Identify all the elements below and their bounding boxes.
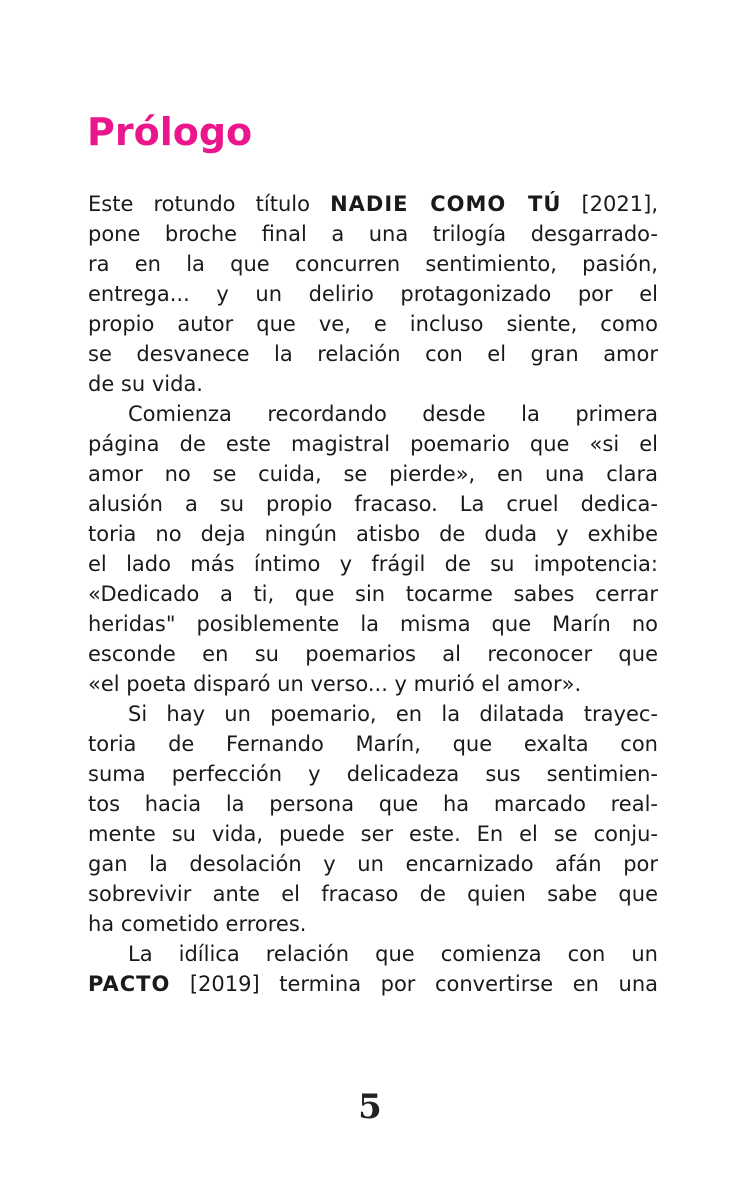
text-segment: La idílica relación que comienza con un xyxy=(128,942,658,966)
text-segment: sobrevivir ante el fracaso de quien sabe que xyxy=(88,882,658,906)
text-segment: pone broche final a una trilogía desgarrado- xyxy=(88,222,658,246)
text-line xyxy=(88,249,658,279)
bold-title-text: PACTO xyxy=(88,972,171,996)
text-line xyxy=(88,909,658,939)
text-segment: Si hay un poemario, en la dilatada trayec- xyxy=(128,702,658,726)
text-segment: gan la desolación y un encarnizado afán por xyxy=(88,852,658,876)
text-segment: [2021], xyxy=(561,192,658,216)
text-line xyxy=(88,579,658,609)
text-line xyxy=(88,309,658,339)
text-line xyxy=(88,609,658,639)
text-segment: alusión a su propio fracaso. La cruel dedica- xyxy=(88,492,658,516)
text-segment: [2019] termina por convertirse en una xyxy=(170,972,658,996)
text-line xyxy=(88,699,658,729)
text-segment: toria de Fernando Marín, que exalta con xyxy=(88,732,658,756)
text-segment: página de este magistral poemario que «si el xyxy=(88,432,658,456)
text-segment: Este rotundo título xyxy=(88,192,331,216)
text-line xyxy=(88,279,658,309)
text-segment: ha cometido errores. xyxy=(88,912,307,936)
page-number: 5 xyxy=(358,1087,382,1127)
text-segment: se desvanece la relación con el gran amor xyxy=(88,342,658,366)
text-line xyxy=(88,339,658,369)
text-segment: suma perfección y delicadeza sus sentimien- xyxy=(88,762,658,786)
text-line xyxy=(88,519,658,549)
prologue-body xyxy=(88,189,658,999)
paragraph xyxy=(88,399,658,699)
text-segment: entrega... y un delirio protagonizado por el xyxy=(88,282,658,306)
bold-title-text: NADIE COMO TÚ xyxy=(330,192,562,216)
text-line xyxy=(88,729,658,759)
text-line xyxy=(88,399,658,429)
paragraph xyxy=(88,939,658,999)
text-line xyxy=(88,189,658,219)
text-line xyxy=(88,879,658,909)
text-line xyxy=(88,429,658,459)
text-line xyxy=(88,219,658,249)
text-segment: «el poeta disparó un verso... y murió el amor». xyxy=(88,672,582,696)
text-line xyxy=(88,849,658,879)
text-line xyxy=(88,669,658,699)
text-segment: amor no se cuida, se pierde», en una clara xyxy=(88,462,658,486)
text-segment: tos hacia la persona que ha marcado real- xyxy=(88,792,658,816)
text-segment: de su vida. xyxy=(88,372,203,396)
text-line xyxy=(88,759,658,789)
text-line xyxy=(88,639,658,669)
text-segment: Comienza recordando desde la primera xyxy=(128,402,658,426)
text-line xyxy=(88,489,658,519)
text-segment: ra en la que concurren sentimiento, pasión, xyxy=(88,252,658,276)
text-segment: mente su vida, puede ser este. En el se conju- xyxy=(88,822,658,846)
text-segment: heridas" posiblemente la misma que Marín no xyxy=(88,612,658,636)
text-segment: el lado más íntimo y frágil de su impotencia: xyxy=(88,552,658,576)
text-line xyxy=(88,459,658,489)
text-segment: toria no deja ningún atisbo de duda y exhibe xyxy=(88,522,658,546)
text-line xyxy=(88,549,658,579)
text-line xyxy=(88,369,658,399)
text-segment: «Dedicado a ti, que sin tocarme sabes cerrar xyxy=(88,582,658,606)
text-segment: propio autor que ve, e incluso siente, como xyxy=(88,312,658,336)
text-line xyxy=(88,789,658,819)
paragraph xyxy=(88,189,658,399)
text-line xyxy=(88,969,658,999)
text-segment: esconde en su poemarios al reconocer que xyxy=(88,642,658,666)
page-title: Prólogo xyxy=(87,110,253,154)
text-line xyxy=(88,819,658,849)
paragraph xyxy=(88,699,658,939)
text-line xyxy=(88,939,658,969)
